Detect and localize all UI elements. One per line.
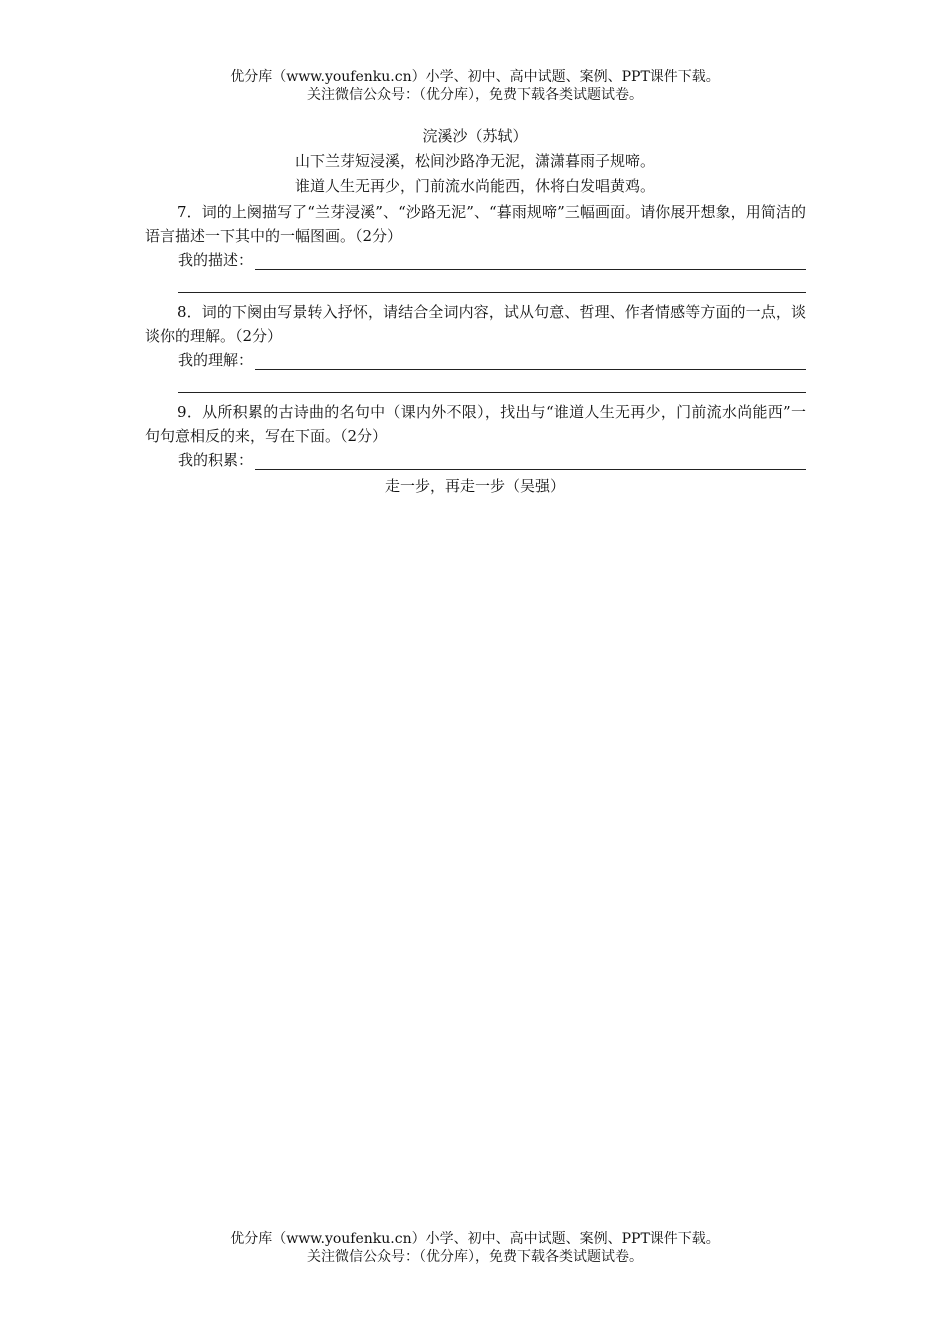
answer-line-8[interactable] (255, 353, 806, 370)
answer-line-7[interactable] (255, 253, 806, 270)
next-section-title: 走一步，再走一步（吴强） (384, 477, 565, 495)
poem-line-2: 谁道人生无再少，门前流水尚能西，休将白发唱黄鸡。 (294, 177, 655, 195)
header-line-2: 关注微信公众号：（优分库），免费下载各类试题试卷。 (307, 87, 643, 103)
footer-line-1: 优分库（www.youfenku.cn）小学、初中、高中试题、案例、PPT课件下载。 (230, 1231, 720, 1247)
question-7: 7．词的上阕描写了“兰芽浸溪”、“沙路无泥”、“暮雨规啼”三幅画面。请你展开想象，用简洁的语言描述一下其中的一幅图画。（2分） (145, 203, 806, 245)
answer-row-9 (178, 450, 806, 470)
footer-line-2: 关注微信公众号：（优分库），免费下载各类试题试卷。 (307, 1249, 643, 1265)
header-line-1: 优分库（www.youfenku.cn）小学、初中、高中试题、案例、PPT课件下载。 (230, 69, 720, 85)
poem-title: 浣溪沙（苏轼） (422, 127, 528, 145)
poem-line-1: 山下兰芽短浸溪，松间沙路净无泥，潇潇暮雨子规啼。 (294, 152, 655, 170)
question-8: 8．词的下阕由写景转入抒怀，请结合全词内容，试从句意、哲理、作者情感等方面的一点，谈谈你的理解。（2分） (145, 303, 806, 345)
answer-line-7b[interactable] (178, 292, 806, 293)
answer-line-8b[interactable] (178, 392, 806, 393)
answer-label-7: 我的描述： (178, 251, 254, 269)
answer-label-9: 我的积累： (178, 451, 254, 469)
answer-row-7 (178, 250, 806, 270)
answer-row-8 (178, 350, 806, 370)
question-9: 9．从所积累的古诗曲的名句中（课内外不限），找出与“谁道人生无再少，门前流水尚能西”一句句意相反的来，写在下面。（2分） (145, 403, 806, 445)
answer-line-9[interactable] (255, 453, 806, 470)
answer-label-8: 我的理解： (178, 351, 254, 369)
